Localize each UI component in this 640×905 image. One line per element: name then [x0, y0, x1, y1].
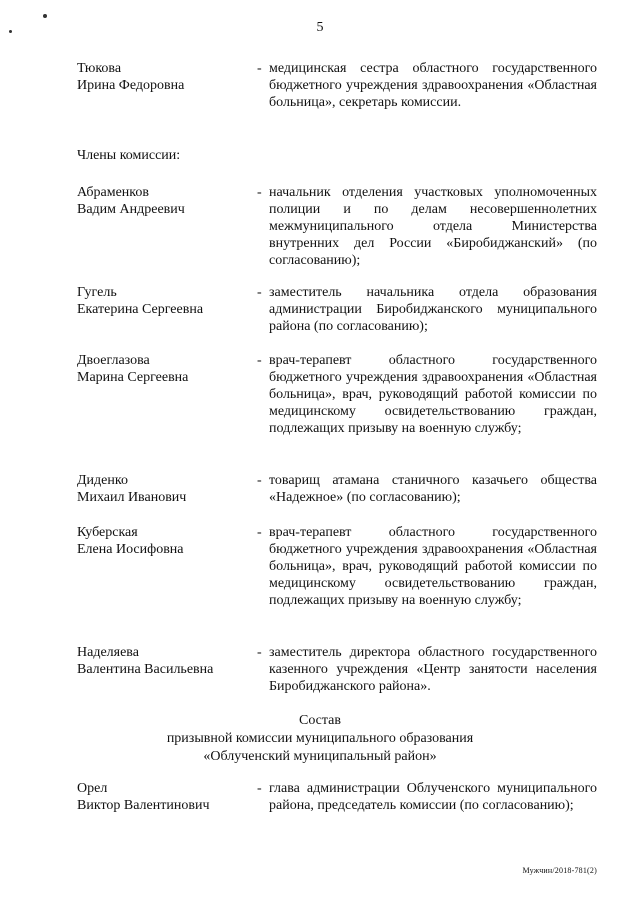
dash: - [257, 61, 262, 76]
given-names: Виктор Валентинович [77, 798, 210, 813]
surname: Наделяева [77, 645, 139, 660]
position-description: глава администрации Облученского муниципального района, председатель комиссии (по согласованию); [269, 781, 597, 813]
position-description: врач-терапевт областного государственного бюджетного учреждения здравоохранения «Областная больница», врач, руководящий работой комиссии по медицинскому освидетельствованию граждан, подлежащих призыву на военную службу; [269, 525, 597, 608]
person-name [77, 472, 247, 506]
scan-speck [43, 14, 47, 18]
section-title [0, 712, 640, 766]
dash: - [257, 525, 262, 540]
position-description: товарищ атамана станичного казачьего общества «Надежное» (по согласованию); [269, 473, 597, 505]
person-name [77, 352, 247, 386]
dash: - [257, 285, 262, 300]
members-heading: Члены комиссии: [77, 148, 181, 163]
surname: Тюкова [77, 61, 122, 76]
surname: Орел [77, 781, 108, 796]
given-names: Екатерина Сергеевна [77, 302, 204, 317]
surname: Двоеглазова [77, 353, 150, 368]
section-title-line: Состав [298, 713, 341, 728]
given-names: Валентина Васильевна [77, 662, 214, 677]
dash: - [257, 473, 262, 488]
section-title-line: призывной комиссии муниципального образования [166, 731, 474, 746]
person-name [77, 184, 247, 218]
given-names: Вадим Андреевич [77, 202, 185, 217]
position-description: заместитель начальника отдела образования администрации Биробиджанского муниципального района (по согласованию); [269, 285, 597, 334]
dash: - [257, 353, 262, 368]
given-names: Марина Сергеевна [77, 370, 189, 385]
given-names: Ирина Федоровна [77, 78, 185, 93]
position-description: заместитель директора областного государственного казенного учреждения «Центр занятости населения Биробиджанского района». [269, 645, 597, 694]
dash: - [257, 185, 262, 200]
position-description: врач-терапевт областного государственного бюджетного учреждения здравоохранения «Областная больница», врач, руководящий работой комиссии по медицинскому освидетельствованию граждан, подлежащих призыву на военную службу; [269, 353, 597, 436]
person-name [77, 644, 247, 678]
surname: Куберская [77, 525, 138, 540]
surname: Абраменков [77, 185, 150, 200]
person-name [77, 60, 247, 94]
surname: Диденко [77, 473, 128, 488]
section-title-line: «Облученский муниципальный район» [203, 749, 437, 764]
person-name [77, 284, 247, 318]
dash: - [257, 781, 262, 796]
given-names: Елена Иосифовна [77, 542, 184, 557]
person-name [77, 780, 247, 814]
person-name [77, 524, 247, 558]
position-description: медицинская сестра областного государственного бюджетного учреждения здравоохранения «Областная больница», секретарь комиссии. [269, 61, 597, 110]
page-number: 5 [316, 20, 324, 35]
document-code: Мужчин/2018-781(2) [522, 866, 597, 875]
surname: Гугель [77, 285, 117, 300]
dash: - [257, 645, 262, 660]
position-description: начальник отделения участковых уполномоченных полиции и по делам несовершеннолетних межмуниципального отдела Министерства внутренних дел России «Биробиджанский» (по согласованию); [269, 185, 597, 268]
given-names: Михаил Иванович [77, 490, 187, 505]
